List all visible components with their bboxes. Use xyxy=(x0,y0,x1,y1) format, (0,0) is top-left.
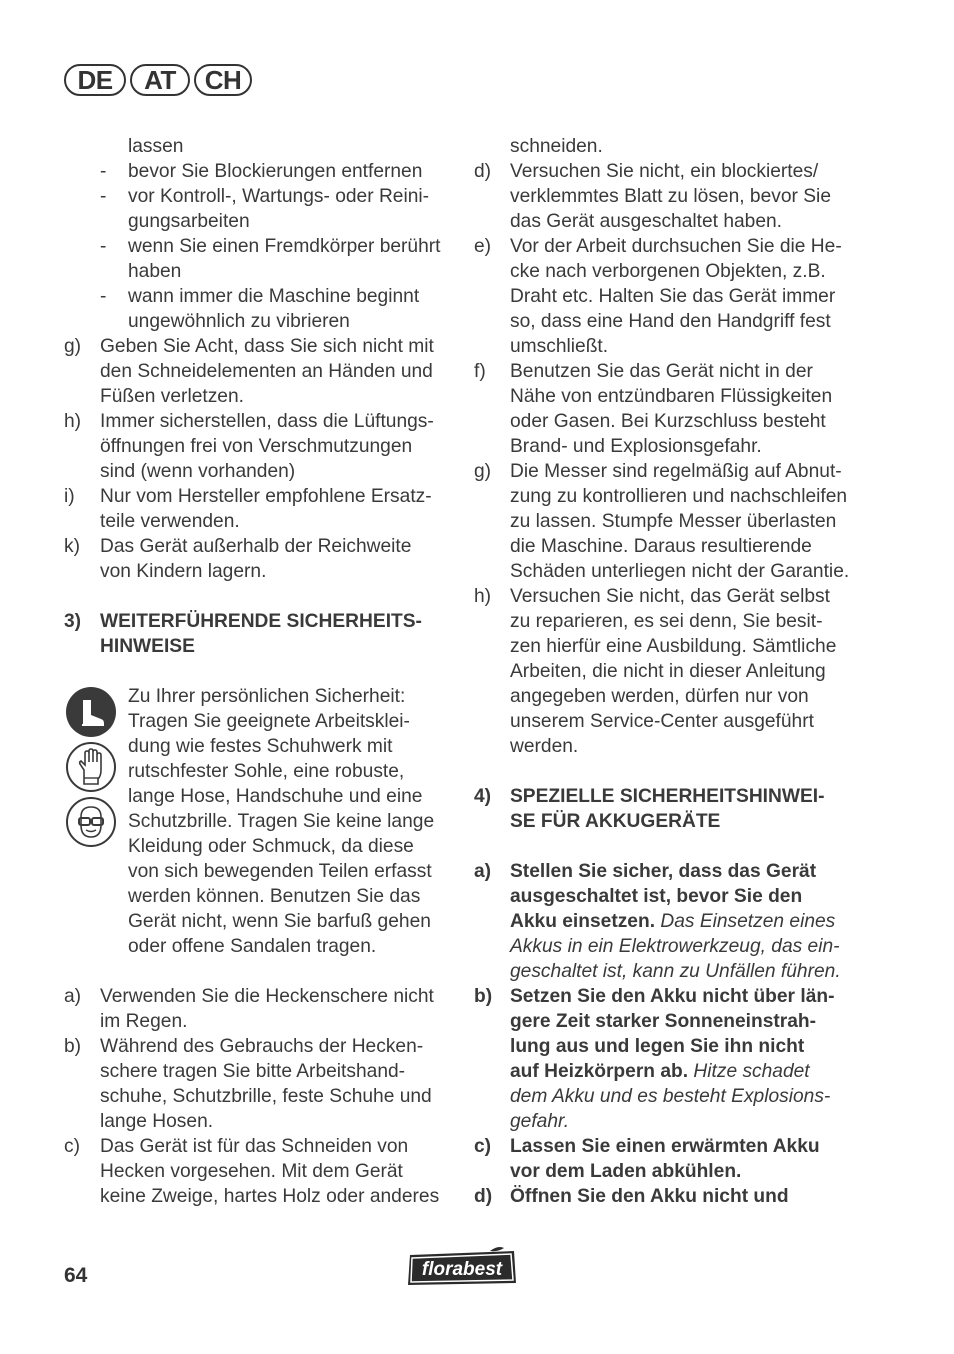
safety-boots-icon xyxy=(66,687,116,737)
list-item xyxy=(474,359,860,459)
list-marker: g) xyxy=(64,336,82,357)
list-item-text: bevor Sie Blockierungen entfernen xyxy=(128,161,423,182)
list-marker: b) xyxy=(474,986,493,1007)
list-item-text xyxy=(510,859,860,984)
list-marker: - xyxy=(100,236,107,257)
list-marker: e) xyxy=(474,236,492,257)
list-item xyxy=(64,1034,448,1134)
list-item-text: Vor der Arbeit durchsuchen Sie die He- cke nach verborgenen Objekten, z.B. Draht etc. Halten Sie das Gerät immer so, dass eine Hand den Handgriff fest umschließt. xyxy=(510,236,842,357)
list-marker: - xyxy=(100,186,107,207)
bold-text: Öffnen Sie den Akku nicht und xyxy=(510,1186,789,1207)
lang-badge-ch: CH xyxy=(194,64,252,96)
list-marker: - xyxy=(100,161,107,182)
list-item xyxy=(474,459,860,584)
lang-badge-at: AT xyxy=(130,64,190,96)
list-item-text: Während des Gebrauchs der Hecken- schere tragen Sie bitte Arbeitshand- schuhe, Schutzbrille, feste Schuhe und lange Hosen. xyxy=(100,1036,432,1132)
section-heading xyxy=(474,784,860,834)
list-item xyxy=(64,1134,448,1209)
heading-number: 3) xyxy=(64,611,82,632)
list-item xyxy=(64,534,448,584)
list-item-text: Geben Sie Acht, dass Sie sich nicht mit den Schneidelementen an Händen und Füßen verletzen. xyxy=(100,336,434,407)
list-item-text: Das Gerät außerhalb der Reichweite von Kindern lagern. xyxy=(100,536,412,582)
list-marker: b) xyxy=(64,1036,82,1057)
work-gloves-icon xyxy=(66,742,116,792)
list-marker: h) xyxy=(474,586,492,607)
list-item xyxy=(64,409,448,484)
bold-text: Lassen Sie einen erwärmten Akku vor dem Laden abkühlen. xyxy=(510,1136,820,1182)
logo-text: florabest xyxy=(421,1259,503,1280)
heading-text: WEITERFÜHRENDE SICHERHEITS- HINWEISE xyxy=(100,611,422,657)
bold-text: Stellen Sie sicher, dass das Gerät ausgeschaltet ist, bevor Sie den Akku einsetzen. xyxy=(510,861,817,932)
list-item-text: Nur vom Hersteller empfohlene Ersatz- teile verwenden. xyxy=(100,486,432,532)
list-item xyxy=(474,984,860,1134)
list-marker: - xyxy=(100,286,107,307)
list-item-text xyxy=(510,1134,860,1184)
list-item-text: Verwenden Sie die Heckenschere nicht im Regen. xyxy=(100,986,434,1032)
left-column xyxy=(64,134,448,1209)
list-item xyxy=(474,1134,860,1184)
list-item-text: wenn Sie einen Fremdkörper berührt haben xyxy=(128,236,441,282)
list-marker: a) xyxy=(474,861,492,882)
page-number: 64 xyxy=(64,1264,88,1287)
list-marker: a) xyxy=(64,986,82,1007)
list-marker: d) xyxy=(474,1186,493,1207)
ppe-icons xyxy=(64,684,128,959)
ppe-text: Zu Ihrer persönlichen Sicherheit: Tragen Sie geeignete Arbeitsklei- dung wie festes Schuhwerk mit rutschfester Sohle, eine robuste, lange Hose, Handschuhe und eine Schutzbrille. Tragen Sie keine lange Kleidung oder Schmuck, da diese von sich bewegenden Teilen erfasst werden können. Benutzen Sie das Gerät nicht, wenn Sie barfuß gehen oder offene Sandalen tragen. xyxy=(128,686,435,957)
bold-text: Setzen Sie den Akku nicht über län- gere Zeit starker Sonneneinstrah- lung aus und legen Sie ihn nicht auf Heizkörpern ab. xyxy=(510,986,835,1082)
language-badges xyxy=(64,64,252,96)
heading-text: SPEZIELLE SICHERHEITSHINWEI- SE FÜR AKKUGERÄTE xyxy=(510,786,825,832)
list-item-text: Versuchen Sie nicht, ein blockiertes/ verklemmtes Blatt zu lösen, bevor Sie das Gerät ausgeschaltet haben. xyxy=(510,161,831,232)
list-item xyxy=(474,859,860,984)
list-item-text xyxy=(510,984,860,1134)
list-item-text: Das Gerät ist für das Schneiden von Hecken vorgesehen. Mit dem Gerät keine Zweige, hartes Holz oder anderes xyxy=(100,1136,440,1207)
list-item-text: Benutzen Sie das Gerät nicht in der Nähe von entzündbaren Flüssigkeiten oder Gasen. Bei Kurzschluss besteht Brand- und Explosionsgefahr. xyxy=(510,361,833,457)
list-marker: f) xyxy=(474,361,486,382)
list-marker: k) xyxy=(64,536,80,557)
heading-number: 4) xyxy=(474,786,492,807)
list-item xyxy=(100,284,448,334)
list-item xyxy=(474,584,860,759)
list-item xyxy=(474,1184,860,1209)
section-heading xyxy=(64,609,448,659)
list-item xyxy=(474,159,860,234)
list-marker: c) xyxy=(64,1136,80,1157)
ppe-block xyxy=(64,684,448,959)
continued-text: schneiden. xyxy=(510,136,603,157)
list-item xyxy=(64,484,448,534)
list-marker: d) xyxy=(474,161,492,182)
list-marker: g) xyxy=(474,461,492,482)
list-item xyxy=(64,984,448,1034)
list-item-text: Die Messer sind regelmäßig auf Abnut- zung zu kontrollieren und nachschleifen zu lassen. Stumpfe Messer überlasten die Maschine. Daraus resultierende Schäden unterliegen nicht der Garantie. xyxy=(510,461,850,582)
list-item xyxy=(100,159,448,184)
list-marker: c) xyxy=(474,1136,492,1157)
list-item xyxy=(100,234,448,284)
continued-text: lassen xyxy=(128,136,184,157)
list-item-text xyxy=(510,1184,860,1209)
list-item-text: Versuchen Sie nicht, das Gerät selbst zu reparieren, es sei denn, Sie besit- zen hierfür eine Ausbildung. Sämtliche Arbeiten, die nicht in dieser Anleitung angegeben werden, dürfen nur von unserem Service-Center ausgeführt werden. xyxy=(510,586,837,757)
list-item-text: Immer sicherstellen, dass die Lüftungs- öffnungen frei von Verschmutzungen sind (wenn vorhanden) xyxy=(100,411,434,482)
right-column xyxy=(474,134,860,1209)
italic-text: Hitze schadet dem Akku und es besteht Explosions- gefahr. xyxy=(510,1061,831,1132)
list-marker: h) xyxy=(64,411,82,432)
safety-goggles-icon xyxy=(66,797,116,847)
list-item xyxy=(100,184,448,234)
florabest-logo xyxy=(406,1247,518,1289)
italic-text: Das Einsetzen eines Akkus in ein Elektrowerkzeug, das ein- geschaltet ist, kann zu Unfällen führen. xyxy=(510,911,841,982)
list-item-text: vor Kontroll-, Wartungs- oder Reini- gungsarbeiten xyxy=(128,186,430,232)
list-marker: i) xyxy=(64,486,75,507)
list-item-text: wann immer die Maschine beginnt ungewöhnlich zu vibrieren xyxy=(128,286,420,332)
lang-badge-de: DE xyxy=(64,64,126,96)
list-item xyxy=(64,334,448,409)
list-item xyxy=(474,234,860,359)
